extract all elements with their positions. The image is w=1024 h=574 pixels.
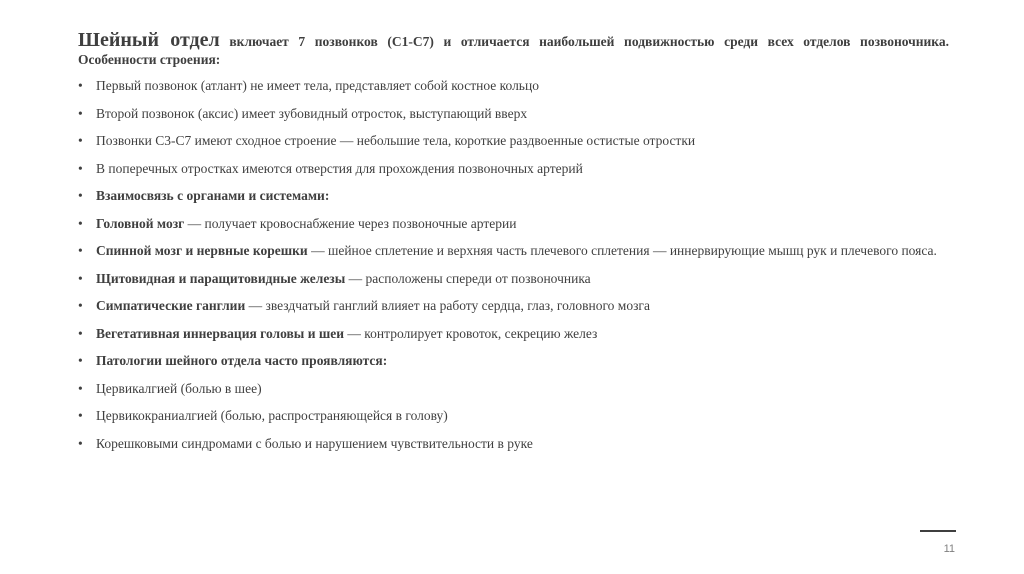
list-item: [78, 160, 949, 177]
slide-heading: [78, 31, 949, 51]
list-item-section-heading: [78, 352, 949, 369]
list-item-text: Второй позвонок (аксис) имеет зубовидный отросток, выступающий вверх: [96, 105, 528, 121]
bullet-icon: •: [78, 160, 83, 176]
footer-divider: [920, 530, 956, 532]
bullet-list: [78, 77, 949, 452]
list-item-bold: Взаимосвязь с органами и системами:: [96, 188, 330, 203]
bullet-icon: •: [78, 380, 83, 396]
slide-content: [78, 31, 949, 462]
list-item: [78, 325, 949, 342]
bullet-icon: •: [78, 435, 83, 451]
list-item: [78, 242, 949, 259]
list-item-bold: Спинной мозг и нервные корешки: [96, 243, 308, 258]
list-item-text: — шейное сплетение и верхняя часть плечевого сплетения — иннервирующие мышц рук и плечевого пояса.: [307, 243, 937, 258]
bullet-icon: •: [78, 408, 83, 423]
list-item-text: — контролирует кровоток, секрецию желез: [344, 325, 598, 341]
list-item: [78, 270, 949, 287]
list-item-text: Корешковыми синдромами с болью и нарушением чувствительности в руке: [96, 435, 533, 451]
heading-title: Шейный отдел: [78, 29, 220, 51]
list-item-text: Позвонки С3-С7 имеют сходное строение — небольшие тела, короткие раздвоенные остистые отростки: [96, 133, 696, 148]
list-item: [78, 215, 949, 232]
bullet-icon: •: [78, 215, 83, 231]
list-item-bold: Симпатические ганглии: [96, 298, 246, 313]
list-item-text: Цервикалгией (болью в шее): [96, 380, 262, 396]
heading-text: включает 7 позвонков (С1-С7) и отличается наибольшей подвижностью среди всех отделов позвоночника.: [219, 34, 949, 49]
list-item-text: В поперечных отростках имеются отверстия для прохождения позвоночных артерий: [96, 160, 583, 176]
list-item-bold: Вегетативная иннервация головы и шеи: [96, 325, 345, 341]
page-number: 11: [943, 543, 955, 555]
list-item-text: — звездчатый ганглий влияет на работу сердца, глаз, головного мозга: [245, 298, 650, 313]
list-item: [78, 105, 949, 122]
list-item-text: Цервикокраниалгией (болью, распространяющейся в голову): [96, 408, 448, 423]
list-item: [78, 297, 949, 314]
list-item: [78, 435, 949, 452]
list-item-section-heading: [78, 187, 949, 204]
list-item: [78, 407, 949, 424]
bullet-icon: •: [78, 325, 83, 341]
bullet-icon: •: [78, 78, 83, 93]
bullet-icon: •: [78, 270, 83, 286]
bullet-icon: •: [78, 133, 83, 148]
list-item-bold: Щитовидная и паращитовидные железы: [96, 270, 346, 286]
list-item-text: — получает кровоснабжение через позвоночные артерии: [184, 215, 517, 231]
list-item-text: — расположены спереди от позвоночника: [345, 270, 591, 286]
list-item: [78, 132, 949, 149]
heading-subtitle: Особенности строения:: [78, 52, 221, 67]
list-item-text: Первый позвонок (атлант) не имеет тела, представляет собой костное кольцо: [96, 78, 539, 93]
list-item-bold: Патологии шейного отдела часто проявляются:: [96, 353, 388, 368]
bullet-icon: •: [78, 188, 83, 203]
list-item-bold: Головной мозг: [96, 215, 185, 231]
bullet-icon: •: [78, 298, 83, 313]
list-item: [78, 77, 949, 94]
bullet-icon: •: [78, 243, 83, 258]
list-item: [78, 380, 949, 397]
bullet-icon: •: [78, 353, 83, 368]
bullet-icon: •: [78, 105, 83, 121]
